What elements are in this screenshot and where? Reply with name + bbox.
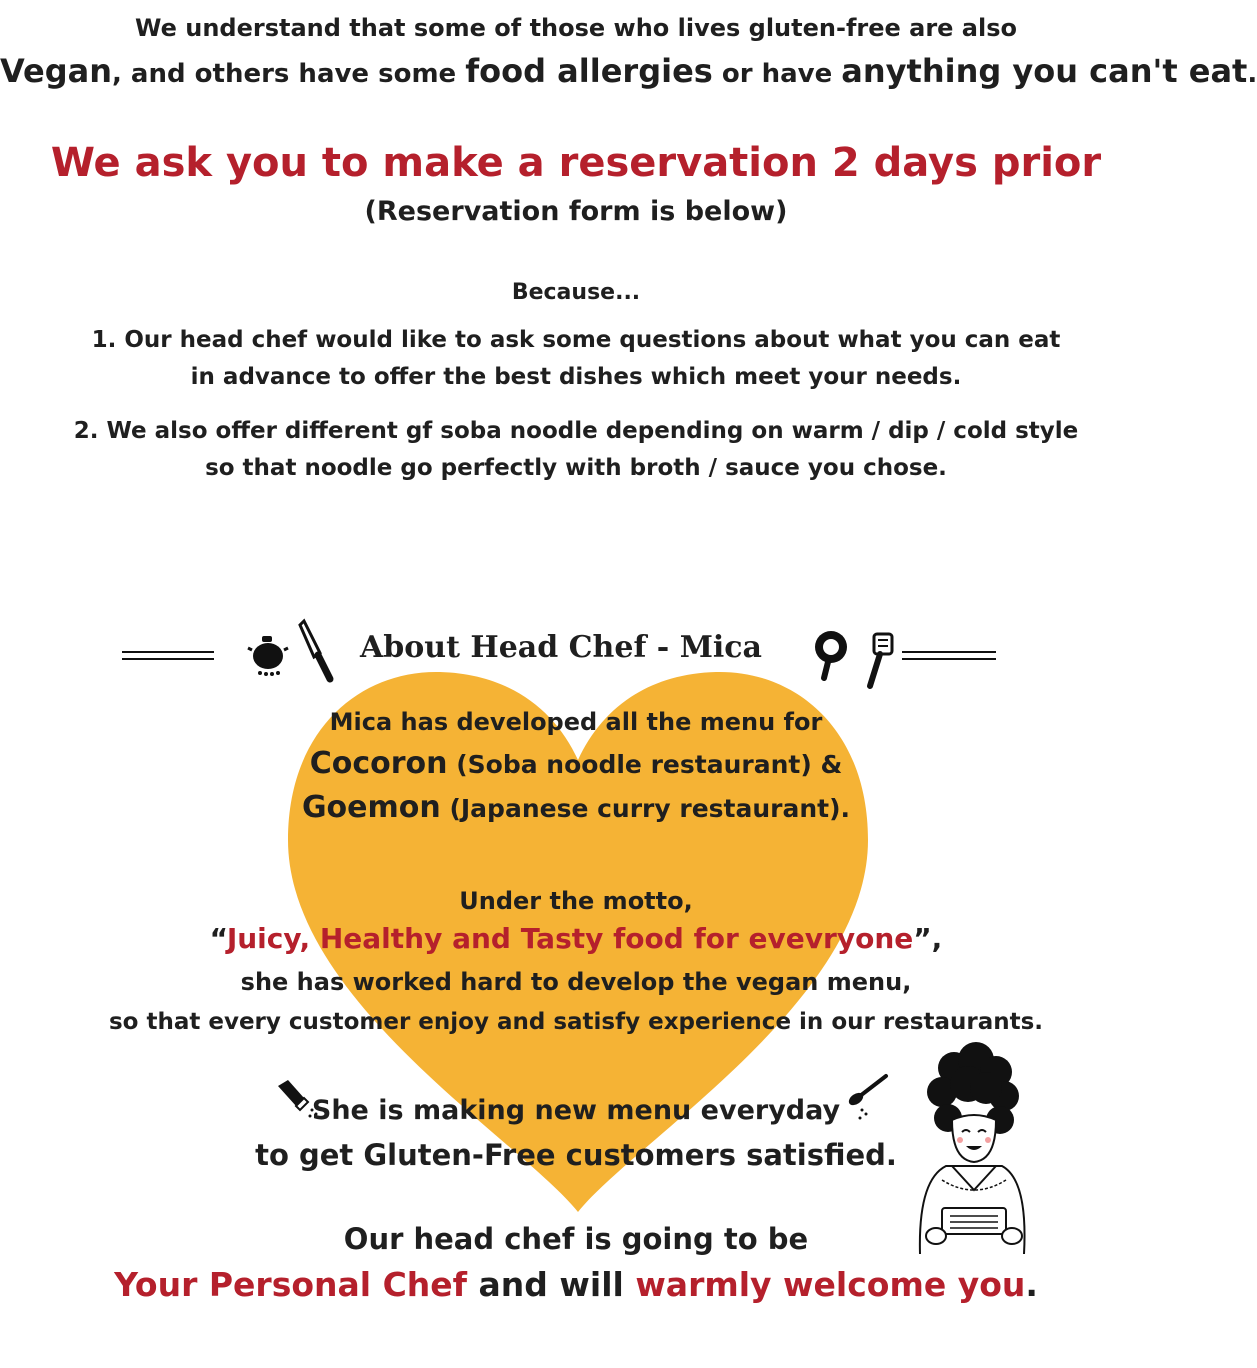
pot-icon bbox=[246, 632, 290, 678]
motto-lead: Under the motto, bbox=[459, 887, 693, 915]
closing-end: . bbox=[1025, 1265, 1038, 1304]
intro-line-2 bbox=[0, 52, 1257, 90]
closing-line-2 bbox=[0, 1265, 1152, 1304]
about-title: About Head Chef - Mica bbox=[360, 630, 762, 665]
because-label: Because... bbox=[511, 280, 641, 305]
closing-line-1: Our head chef is going to be bbox=[343, 1222, 809, 1256]
reason-2-line-1: 2. We also offer different gf soba noodle depending on warm / dip / cold style bbox=[73, 418, 1079, 444]
reason-1-line-2: in advance to offer the best dishes which meet your needs. bbox=[190, 364, 962, 390]
divider-right bbox=[902, 651, 996, 660]
reservation-headline: We ask you to make a reservation 2 days prior bbox=[50, 140, 1102, 186]
satisfy-line: so that every customer enjoy and satisfy experience in our restaurants. bbox=[108, 1009, 1044, 1035]
reason-1-line-1: 1. Our head chef would like to ask some questions about what you can eat bbox=[91, 327, 1061, 353]
cocoron-line bbox=[0, 746, 1152, 781]
reason-2-line-2: so that noodle go perfectly with broth / sauce you chose. bbox=[205, 455, 947, 481]
reservation-subtitle: (Reservation form is below) bbox=[364, 196, 788, 227]
food-allergies-text: food allergies bbox=[465, 52, 713, 90]
closing-mid: and will bbox=[467, 1265, 636, 1304]
intro-text: . bbox=[1247, 59, 1257, 89]
motto-text: Juicy, Healthy and Tasty food for evevryone bbox=[226, 922, 914, 955]
spatula-icon bbox=[860, 632, 900, 690]
frying-pan-icon bbox=[808, 628, 854, 680]
divider-left bbox=[122, 651, 214, 660]
vegan-text: Vegan bbox=[0, 52, 112, 90]
about-line-1: Mica has developed all the menu for bbox=[329, 708, 823, 736]
quote-close: ”, bbox=[913, 922, 943, 955]
cocoron-desc: (Soba noodle restaurant) & bbox=[447, 750, 843, 779]
intro-text: or have bbox=[712, 59, 842, 89]
daily-menu-line-2: to get Gluten-Free customers satisfied. bbox=[255, 1138, 897, 1172]
goemon-line bbox=[0, 790, 1152, 825]
goemon-name: Goemon bbox=[301, 790, 441, 825]
motto-line bbox=[0, 922, 1152, 955]
warm-welcome-text: warmly welcome you bbox=[635, 1265, 1026, 1304]
knife-icon bbox=[296, 617, 336, 683]
cant-eat-text: anything you can't eat bbox=[841, 52, 1248, 90]
intro-text: , and others have some bbox=[112, 59, 466, 89]
cocoron-name: Cocoron bbox=[309, 746, 448, 781]
intro-line-1: We understand that some of those who lives gluten-free are also bbox=[135, 14, 1017, 42]
spoon-icon bbox=[842, 1072, 890, 1124]
personal-chef-text: Your Personal Chef bbox=[114, 1265, 468, 1304]
daily-menu-line-1: She is making new menu everyday bbox=[311, 1095, 841, 1126]
vegan-menu-line: she has worked hard to develop the vegan menu, bbox=[240, 968, 912, 996]
goemon-desc: (Japanese curry restaurant). bbox=[440, 794, 851, 823]
quote-open: “ bbox=[209, 922, 227, 955]
